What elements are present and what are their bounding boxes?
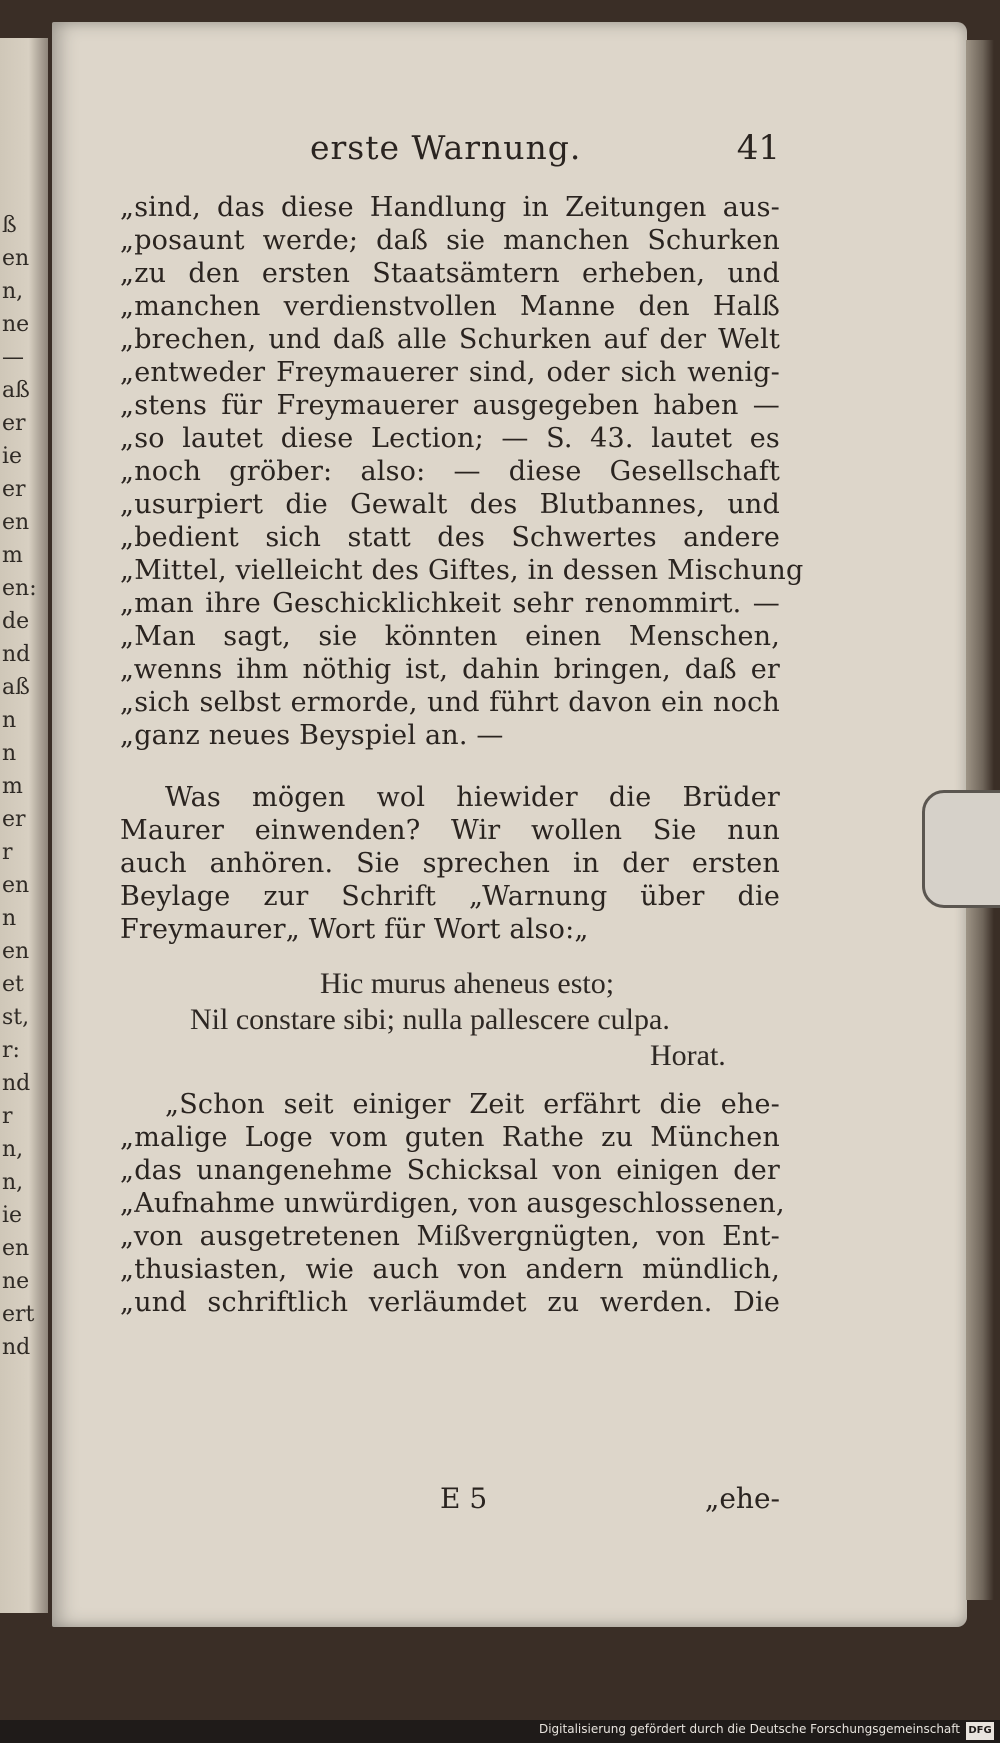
left-page-fragment: r:: [2, 1038, 20, 1063]
left-page-fragment: nd: [2, 642, 31, 667]
text-line: „man ihre Geschicklichkeit sehr renommirt. —: [120, 588, 780, 619]
verse-line: Nil constare sibi; nulla pallescere culpa.: [190, 1003, 670, 1036]
text-line: „von ausgetretenen Mißvergnügten, von Ent-: [120, 1221, 780, 1252]
left-page-fragment: de: [2, 609, 30, 634]
text-line: „Schon seit einiger Zeit erfährt die ehe-: [165, 1089, 780, 1120]
credit-bar: [0, 1720, 1000, 1743]
left-page-fragment: aß: [2, 378, 30, 403]
text-line: „manchen verdienstvollen Manne den Halß: [120, 291, 780, 322]
left-page-fragment: nd: [2, 1335, 31, 1360]
left-page-edge: [0, 38, 48, 1613]
left-page-fragment: n,: [2, 279, 24, 304]
text-line: „posaunt werde; daß sie manchen Schurken: [120, 225, 780, 256]
left-page-fragment: m: [2, 774, 23, 799]
left-page-fragment: n: [2, 741, 17, 766]
left-page-fragment: en: [2, 939, 30, 964]
verse-line: Hic murus aheneus esto;: [320, 967, 615, 1000]
left-page-fragment: en: [2, 1236, 30, 1261]
left-page-fragment: st,: [2, 1005, 30, 1030]
left-page-fragment: ne: [2, 1269, 30, 1294]
text-line: „brechen, und daß alle Schurken auf der Welt: [120, 324, 780, 355]
text-line: „Aufnahme unwürdigen, von ausgeschlossenen,: [120, 1188, 785, 1219]
text-line: „stens für Freymauerer ausgegeben haben —: [120, 390, 780, 421]
text-line: Beylage zur Schrift „Warnung über die: [120, 881, 780, 912]
left-page-fragment: —: [2, 345, 24, 370]
text-line: „entweder Freymauerer sind, oder sich wenig-: [120, 357, 780, 388]
text-line: „thusiasten, wie auch von andern mündlich,: [120, 1254, 780, 1285]
text-line: „das unangenehme Schicksal von einigen der: [120, 1155, 780, 1186]
text-line: „wenns ihm nöthig ist, dahin bringen, daß er: [120, 654, 780, 685]
left-page-fragment: ert: [2, 1302, 35, 1327]
signature-mark: E 5: [440, 1482, 488, 1515]
text-line: „sich selbst ermorde, und führt davon ein noch: [120, 687, 780, 718]
page-footer: [120, 1482, 780, 1522]
verse-attribution: Horat.: [650, 1039, 726, 1072]
left-page-fragment: r: [2, 840, 13, 865]
text-line: „Mittel, vielleicht des Giftes, in dessen Mischung: [120, 555, 804, 586]
left-page-fragment: ie: [2, 1203, 23, 1228]
running-title: erste Warnung.: [310, 128, 582, 167]
text-line: Maurer einwenden? Wir wollen Sie nun: [120, 815, 780, 846]
left-page-fragment: m: [2, 543, 23, 568]
text-line: „ganz neues Beyspiel an. —: [120, 720, 504, 751]
text-line: „sind, das diese Handlung in Zeitungen aus-: [120, 192, 780, 223]
text-line: Was mögen wol hiewider die Brüder: [165, 782, 780, 813]
left-page-fragment: er: [2, 477, 26, 502]
left-page-fragment: er: [2, 807, 26, 832]
left-page-fragment: ß: [2, 213, 17, 238]
left-page-fragment: et: [2, 972, 24, 997]
text-line: „malige Loge vom guten Rathe zu München: [120, 1122, 780, 1153]
left-page-fragment: n,: [2, 1170, 24, 1195]
left-page-fragment: aß: [2, 675, 30, 700]
text-line: „noch gröber: also: — diese Gesellschaft: [120, 456, 780, 487]
text-line: „Man sagt, sie könnten einen Menschen,: [120, 621, 780, 652]
text-line: Freymaurer„ Wort für Wort also:„: [120, 914, 589, 945]
text-line: „zu den ersten Staatsämtern erheben, und: [120, 258, 780, 289]
left-page-fragment: n: [2, 906, 17, 931]
left-page-fragment: ie: [2, 444, 23, 469]
left-page-fragment: en: [2, 510, 30, 535]
page-number: 41: [736, 128, 780, 168]
text-line: auch anhören. Sie sprechen in der ersten: [120, 848, 780, 879]
text-line: „und schriftlich verläumdet zu werden. Die: [120, 1287, 780, 1318]
catchword: „ehe-: [704, 1482, 780, 1515]
text-line: „bedient sich statt des Schwertes andere: [120, 522, 780, 553]
text-line: „usurpiert die Gewalt des Blutbannes, und: [120, 489, 780, 520]
left-page-fragment: er: [2, 411, 26, 436]
page-header: [120, 128, 780, 178]
left-page-fragment: ne: [2, 312, 30, 337]
bookmark-tab: [922, 790, 1000, 908]
left-page-fragment: en:: [2, 576, 37, 601]
left-page-fragment: en: [2, 873, 30, 898]
left-page-fragment: nd: [2, 1071, 31, 1096]
credit-text: Digitalisierung gefördert durch die Deutsche Forschungsgemeinschaft: [538, 1722, 960, 1736]
text-line: „so lautet diese Lection; — S. 43. lautet es: [120, 423, 780, 454]
left-page-fragment: n: [2, 708, 17, 733]
left-page-fragment: n,: [2, 1137, 24, 1162]
left-page-fragment: en: [2, 246, 30, 271]
left-page-fragment: r: [2, 1104, 13, 1129]
dfg-logo: DFG: [966, 1722, 994, 1740]
